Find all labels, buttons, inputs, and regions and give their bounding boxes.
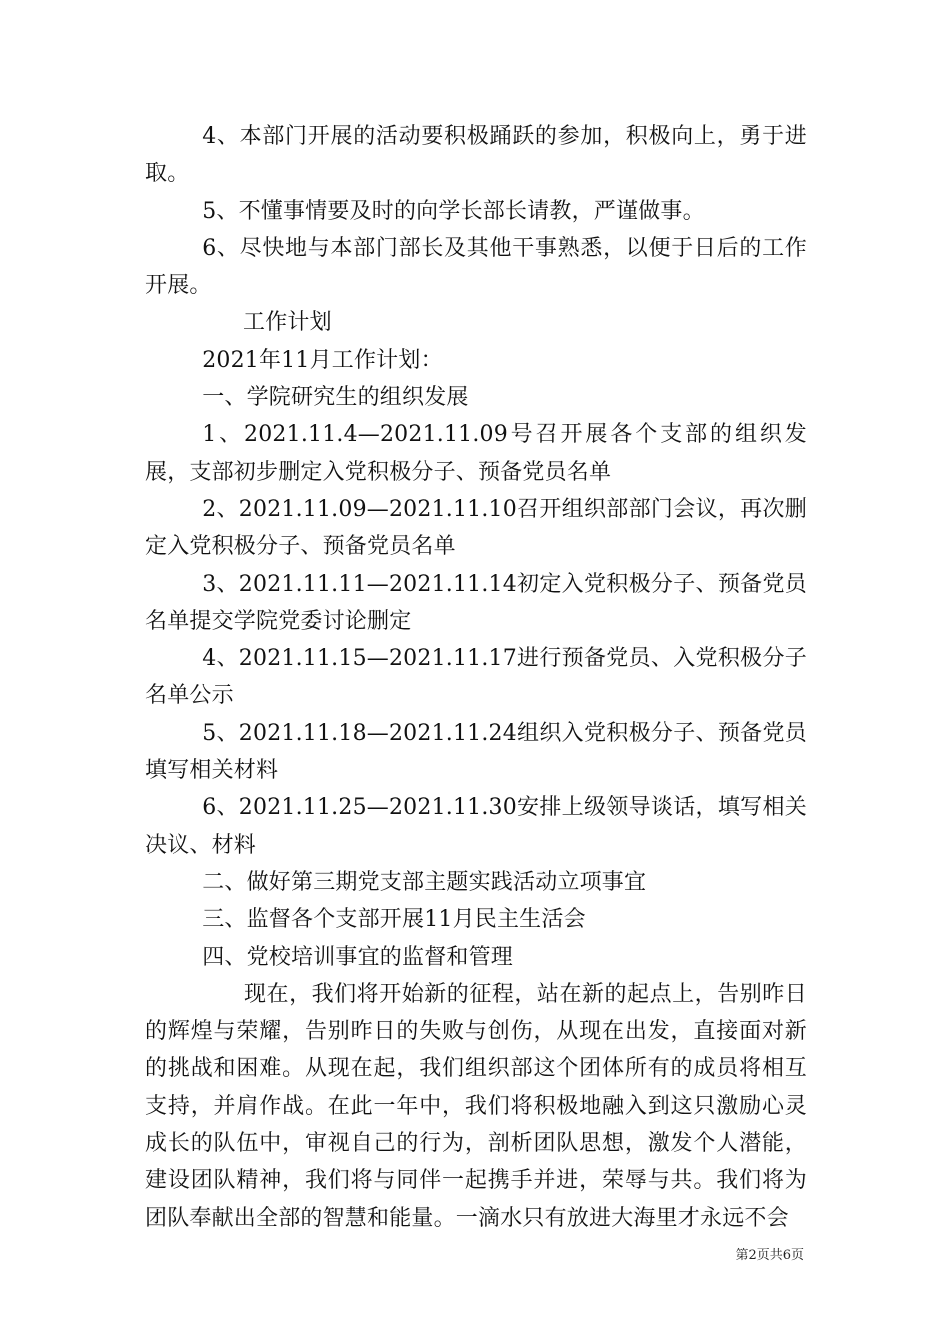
plan-step-3: 3、2021.11.11—2021.11.14初定入党积极分子、预备党员名单提交学院党委讨论删定 xyxy=(145,571,807,634)
paragraph-item-6: 6、尽快地与本部门部长及其他干事熟悉，以便于日后的工作开展。 xyxy=(145,235,807,299)
plan-section-4: 四、党校培训事宜的监督和管理 xyxy=(202,944,513,970)
plan-step-1: 1、2021.11.4—2021.11.09号召开展各个支部的组织发展，支部初步删定入党积极分子、预备党员名单 xyxy=(145,422,807,485)
plan-section-3: 三、监督各个支部开展11月民主生活会 xyxy=(202,907,586,933)
plan-step-4: 4、2021.11.15—2021.11.17进行预备党员、入党积极分子名单公示 xyxy=(145,646,807,709)
document-body xyxy=(145,118,807,1237)
plan-month-title: 2021年11月工作计划： xyxy=(202,347,443,373)
plan-step-5: 5、2021.11.18—2021.11.24组织入党积极分子、预备党员填写相关材料 xyxy=(145,720,807,784)
plan-section-1: 一、学院研究生的组织发展 xyxy=(202,385,469,411)
section-heading: 工作计划 xyxy=(243,310,332,336)
plan-step-2: 2、2021.11.09—2021.11.10召开组织部部门会议，再次删定入党积极分子、预备党员名单 xyxy=(145,496,807,560)
plan-section-2: 二、做好第三期党支部主题实践活动立项事宜 xyxy=(202,869,647,895)
page-number-footer: 第2页共6页 xyxy=(735,1248,804,1263)
paragraph-item-4: 4、本部门开展的活动要积极踊跃的参加，积极向上，勇于进取。 xyxy=(145,124,807,187)
closing-paragraph: 现在，我们将开始新的征程，站在新的起点上，告别昨日的辉煌与荣耀，告别昨日的失败与创伤，从现在出发，直接面对新的挑战和困难。从现在起，我们组织部这个团体所有的成员将相互支持，并肩作战。在此一年中，我们将积极地融入到这只激励心灵成长的队伍中，审视自己的行为，剖析团队思想，激发个人潜能，建设团队精神，我们将与同伴一起携手并进，荣辱与共。我们将为团队奉献出全部的智慧和能量。一滴水只有放进大海里才永远不会 xyxy=(145,981,807,1231)
plan-step-6: 6、2021.11.25—2021.11.30安排上级领导谈话，填写相关决议、材料 xyxy=(145,795,807,858)
paragraph-item-5: 5、不懂事情要及时的向学长部长请教，严谨做事。 xyxy=(202,198,705,224)
